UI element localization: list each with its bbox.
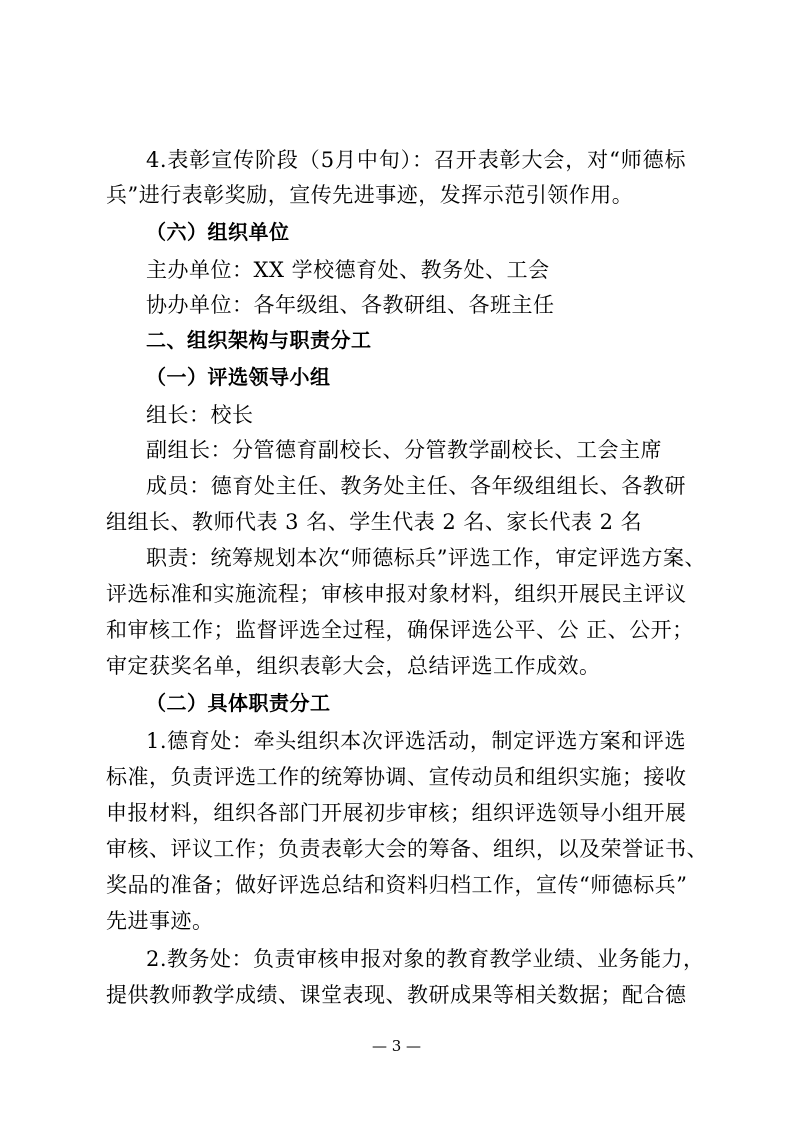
paragraph-line: 协办单位：各年级组、各教研组、各班主任	[146, 293, 555, 317]
paragraph-line: 审核、评议工作；负责表彰大会的筹备、组织，以及荣誉证书、	[106, 837, 708, 861]
subheading-leading-group: （一）评选领导小组	[146, 365, 331, 389]
subheading-organizing-units: （六）组织单位	[146, 220, 290, 244]
paragraph-line: 奖品的准备；做好评选总结和资料归档工作，宣传“师德标兵”	[106, 873, 688, 897]
paragraph-line: 主办单位：XX 学校德育处、教务处、工会	[146, 258, 550, 282]
paragraph-line: 成员：德育处主任、教务处主任、各年级组组长、各教研	[146, 474, 686, 498]
paragraph-line: 标准，负责评选工作的统筹协调、宣传动员和组织实施；接收	[106, 765, 687, 789]
paragraph-line: 审定获奖名单，组织表彰大会，总结评选工作成效。	[106, 654, 601, 678]
paragraph-line: 和审核工作；监督评选全过程，确保评选公平、公 正、公开；	[106, 618, 694, 642]
subheading-division: （二）具体职责分工	[146, 691, 331, 715]
paragraph-line: 组长：校长	[146, 403, 254, 427]
paragraph-line: 副组长：分管德育副校长、分管教学副校长、工会主席	[146, 438, 662, 462]
paragraph-line: 先进事迹。	[106, 909, 214, 933]
paragraph-line: 1.德育处：牵头组织本次评选活动，制定评选方案和评选	[146, 729, 686, 753]
paragraph-line: 职责：统筹规划本次“师德标兵”评选工作，审定评选方案、	[146, 546, 706, 570]
page-number: — 3 —	[371, 1037, 422, 1055]
paragraph-line: 组组长、教师代表 3 名、学生代表 2 名、家长代表 2 名	[106, 510, 643, 534]
paragraph-line: 提供教师教学成绩、课堂表现、教研成果等相关数据；配合德	[106, 983, 687, 1007]
paragraph-line: 4.表彰宣传阶段（5月中旬）：召开表彰大会，对“师德标	[146, 148, 686, 172]
section-heading: 二、组织架构与职责分工	[146, 328, 372, 352]
paragraph-line: 兵”进行表彰奖励，宣传先进事迹，发挥示范引领作用。	[106, 183, 634, 207]
paragraph-line: 评选标准和实施流程；审核申报对象材料，组织开展民主评议	[106, 582, 687, 606]
paragraph-line: 2.教务处：负责审核申报对象的教育教学业绩、业务能力，	[146, 947, 705, 971]
paragraph-line: 申报材料，组织各部门开展初步审核；组织评选领导小组开展	[106, 801, 687, 825]
